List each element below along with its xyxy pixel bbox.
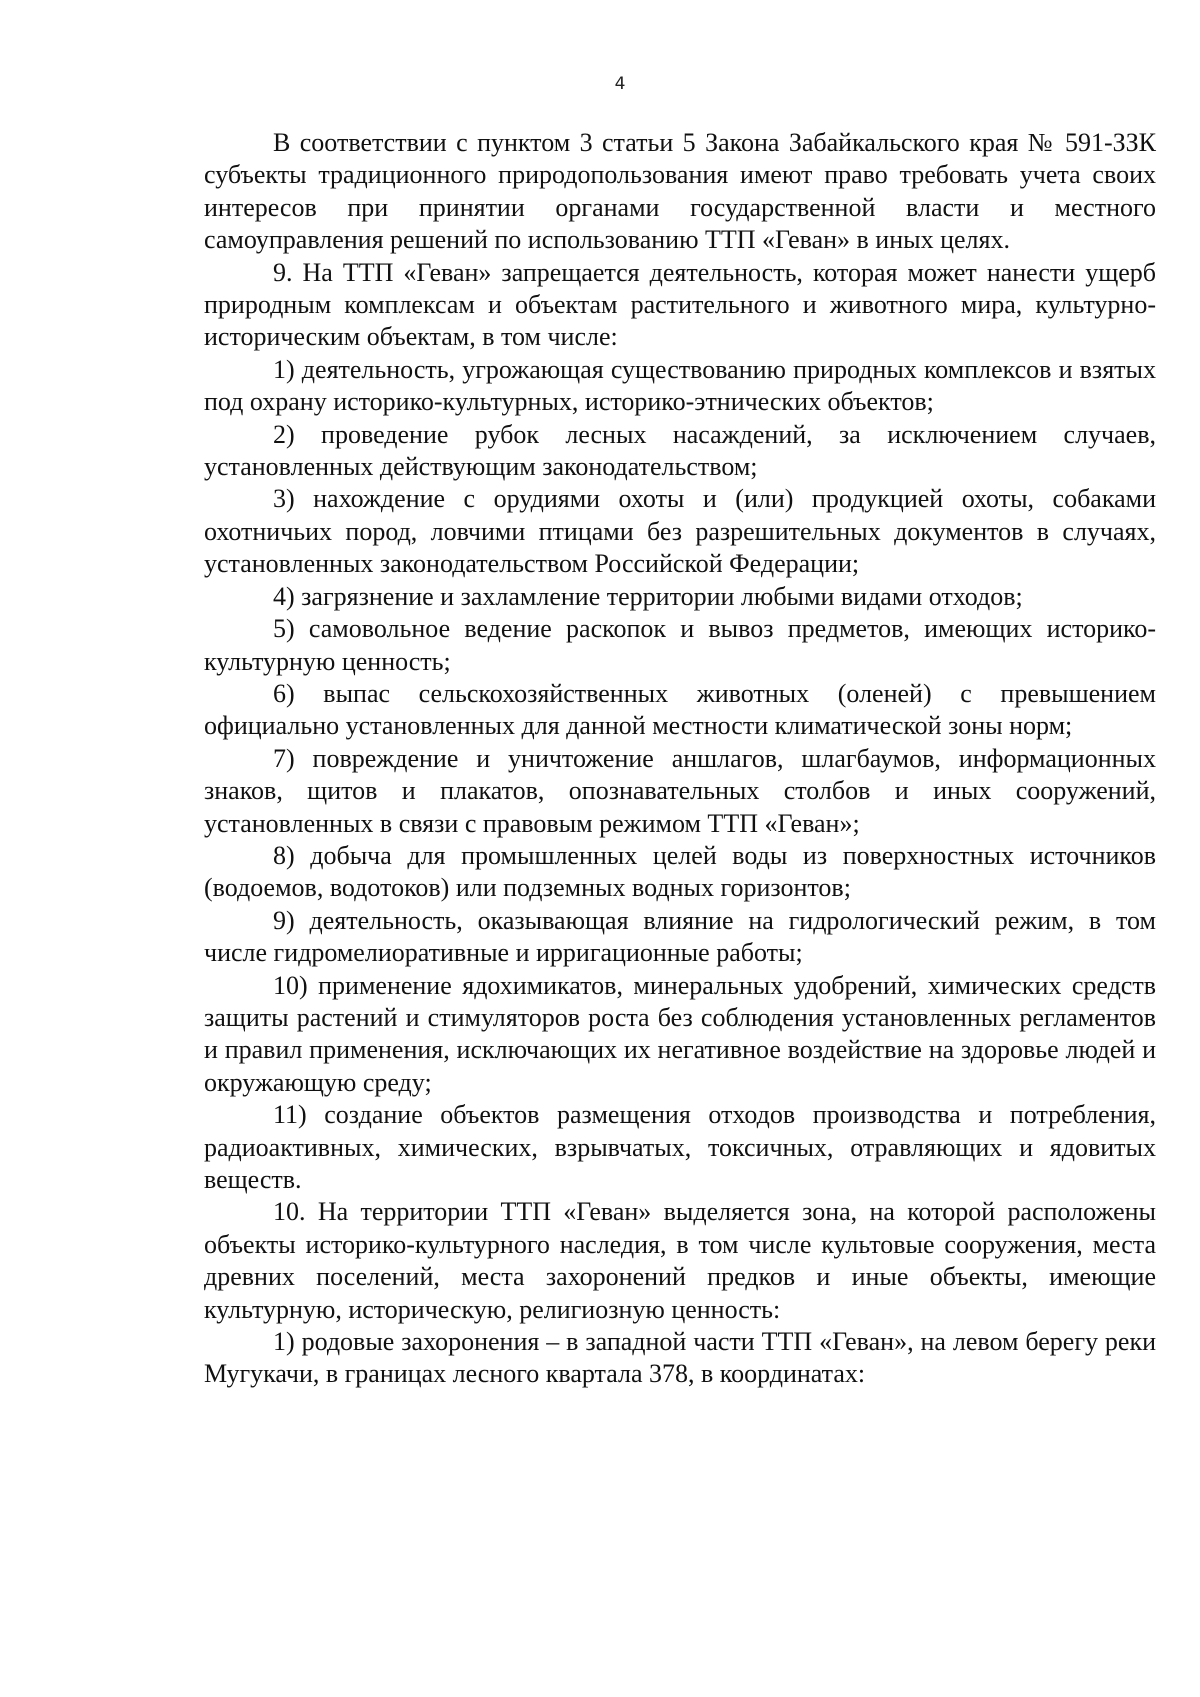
page-number: 4 — [614, 74, 626, 94]
list-item-5: 5) самовольное ведение раскопок и вывоз предметов, имеющих историко-культурную ценность; — [204, 614, 1156, 676]
list-item-3: 3) нахождение с орудиями охоты и (или) продукцией охоты, собаками охотничьих пород, ловчими птицами без разрешительных документов в случаях, установленных законодательством Российской Федерации; — [204, 484, 1156, 579]
paragraph-item-10-heritage-zone: 10. На территории ТТП «Геван» выделяется зона, на которой расположены объекты историко-культурного наследия, в том числе культовые сооружения, места древних поселений, места захоронений предков и иные объекты, имеющие культурную, историческую, религиозную ценность: — [204, 1197, 1156, 1324]
list-item-10: 10) применение ядохимикатов, минеральных удобрений, химических средств защиты растений и стимуляторов роста без соблюдения установленных регламентов и правил применения, исключающих их негативное воздействие на здоровье людей и окружающую среду; — [204, 970, 1156, 1097]
paragraph-rights: В соответствии с пунктом 3 статьи 5 Закона Забайкальского края № 591-ЗЗК субъекты традиционного природопользования имеют право требовать учета своих интересов при принятии органами государственной власти и местного самоуправления решений по использованию ТТП «Геван» в иных целях. — [204, 128, 1156, 255]
heritage-list-item-1: 1) родовые захоронения – в западной части ТТП «Геван», на левом берегу реки Мугукачи, в границах лесного квартала 378, в координатах: — [204, 1327, 1156, 1389]
list-item-8: 8) добыча для промышленных целей воды из поверхностных источников (водоемов, водотоков) или подземных водных горизонтов; — [204, 840, 1156, 903]
list-item-9: 9) деятельность, оказывающая влияние на гидрологический режим, в том числе гидромелиоративные и ирригационные работы; — [204, 905, 1156, 968]
list-item-7: 7) повреждение и уничтожение аншлагов, шлагбаумов, информационных знаков, щитов и плакатов, опознавательных столбов и иных сооружений, установленных в связи с правовым режимом ТТП «Геван»; — [204, 743, 1156, 838]
paragraph-item-9-prohibitions: 9. На ТТП «Геван» запрещается деятельность, которая может нанести ущерб природным комплексам и объектам растительного и животного мира, культурно-историческим объектам, в том числе: — [204, 257, 1156, 352]
document-body — [204, 127, 1156, 1391]
list-item-11: 11) создание объектов размещения отходов производства и потребления, радиоактивных, химических, взрывчатых, токсичных, отравляющих и ядовитых веществ. — [204, 1100, 1156, 1194]
list-item-2: 2) проведение рубок лесных насаждений, за исключением случаев, установленных действующим законодательством; — [204, 419, 1156, 482]
list-item-1: 1) деятельность, угрожающая существованию природных комплексов и взятых под охрану историко-культурных, историко-этнических объектов; — [204, 354, 1156, 417]
list-item-4: 4) загрязнение и захламление территории любыми видами отходов; — [273, 581, 1023, 611]
list-item-6: 6) выпас сельскохозяйственных животных (оленей) с превышением официально установленных для данной местности климатической зоны норм; — [204, 678, 1156, 741]
